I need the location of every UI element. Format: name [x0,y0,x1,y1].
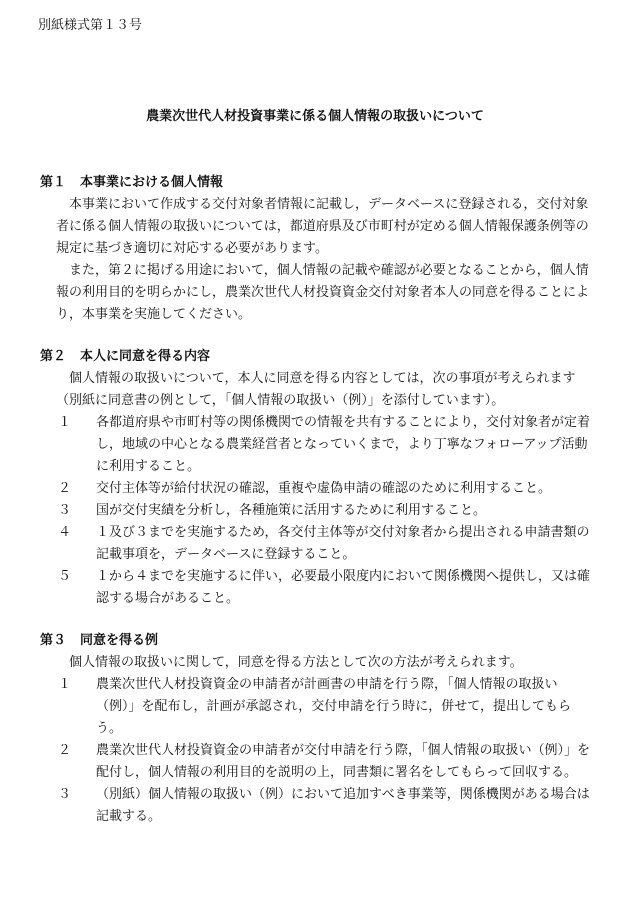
section-title: 本人に同意を得る内容 [80,349,211,364]
item-text: 農業次世代人材投資資金の申請者が計画書の申請を行う際，「個人情報の取扱い（例）」を配布し，計画が承認され，交付申請を行う時に，併せて，提出してもらう。 [96,677,572,736]
paragraph: 個人情報の取扱いについて，本人に同意を得る内容としては，次の事項が考えられます（別紙に同意書の例として，「個人情報の取扱い（例）」を添付しています）。 [56,371,576,408]
item-number: １ [58,415,72,430]
item-number: ２ [58,743,72,758]
item-number: ５ [58,569,72,584]
section-title: 本事業における個人情報 [80,175,224,190]
section-number: 第１ [40,175,67,190]
item-list [40,412,590,610]
item-text: 国が交付実績を分析し，各種施策に活用するために利用すること。 [96,503,487,518]
paragraph: 本事業において作成する交付対象者情報に記載し，データベースに登録される，交付対象者に係る個人情報の取扱いについては，都道府県及び市町村が定める個人情報保護条例等の規定に基づき適切に対応する必要があります。 [56,197,589,256]
section-number: 第３ [40,633,67,648]
section-title: 同意を得る例 [80,633,159,648]
section-3 [40,630,590,828]
item-number: ３ [58,787,72,802]
item-text: １及び３までを実施するため，各交付主体等が交付対象者から提出される申請書類の記載事項を，データベースに登録すること。 [96,525,590,562]
item-number: ２ [58,481,72,496]
list-item [40,478,590,500]
list-item [40,674,590,740]
form-number: 別紙様式第１３号 [38,18,143,33]
section-2 [40,346,590,610]
list-item [40,784,590,828]
list-item [40,412,590,478]
paragraph: 個人情報の取扱いに関して，同意を得る方法として次の方法が考えられます。 [69,655,523,670]
item-list [40,674,590,828]
item-text: 農業次世代人材投資資金の申請者が交付申請を行う際，「個人情報の取扱い（例）」を配付し，個人情報の利用目的を説明の上，同書類に署名をしてもらって回収する。 [96,743,591,780]
document-title: 農業次世代人材投資事業に係る個人情報の取扱いについて [146,109,484,124]
section-1 [40,172,590,326]
item-number: ４ [58,525,72,540]
item-text: 交付主体等が給付状況の確認，重複や虚偽申請の確認のために利用すること。 [96,481,552,496]
item-text: （別紙）個人情報の取扱い（例）において追加すべき事業等，関係機関がある場合は記載する。 [96,787,590,824]
item-text: 各都道府県や市町村等の関係機関での情報を共有することにより，交付対象者が定着し，地域の中心となる農業経営者となっていくまで，より丁寧なフォローアップ活動に利用すること。 [96,415,591,474]
item-number: ３ [58,503,72,518]
section-heading [40,346,590,368]
section-heading [40,630,590,652]
list-item [40,566,590,610]
list-item [40,740,590,784]
section-heading [40,172,590,194]
list-item [40,500,590,522]
section-number: 第２ [40,349,67,364]
item-number: １ [58,677,72,692]
item-text: １から４までを実施するに伴い，必要最小限度内において関係機関へ提供し，又は確認する場合があること。 [96,569,591,606]
list-item [40,522,590,566]
paragraph: また，第２に掲げる用途において，個人情報の記載や確認が必要となることから，個人情報の利用目的を明らかにし，農業次世代人材投資資金交付対象者本人の同意を得ることにより，本事業を実施してください。 [56,263,590,322]
